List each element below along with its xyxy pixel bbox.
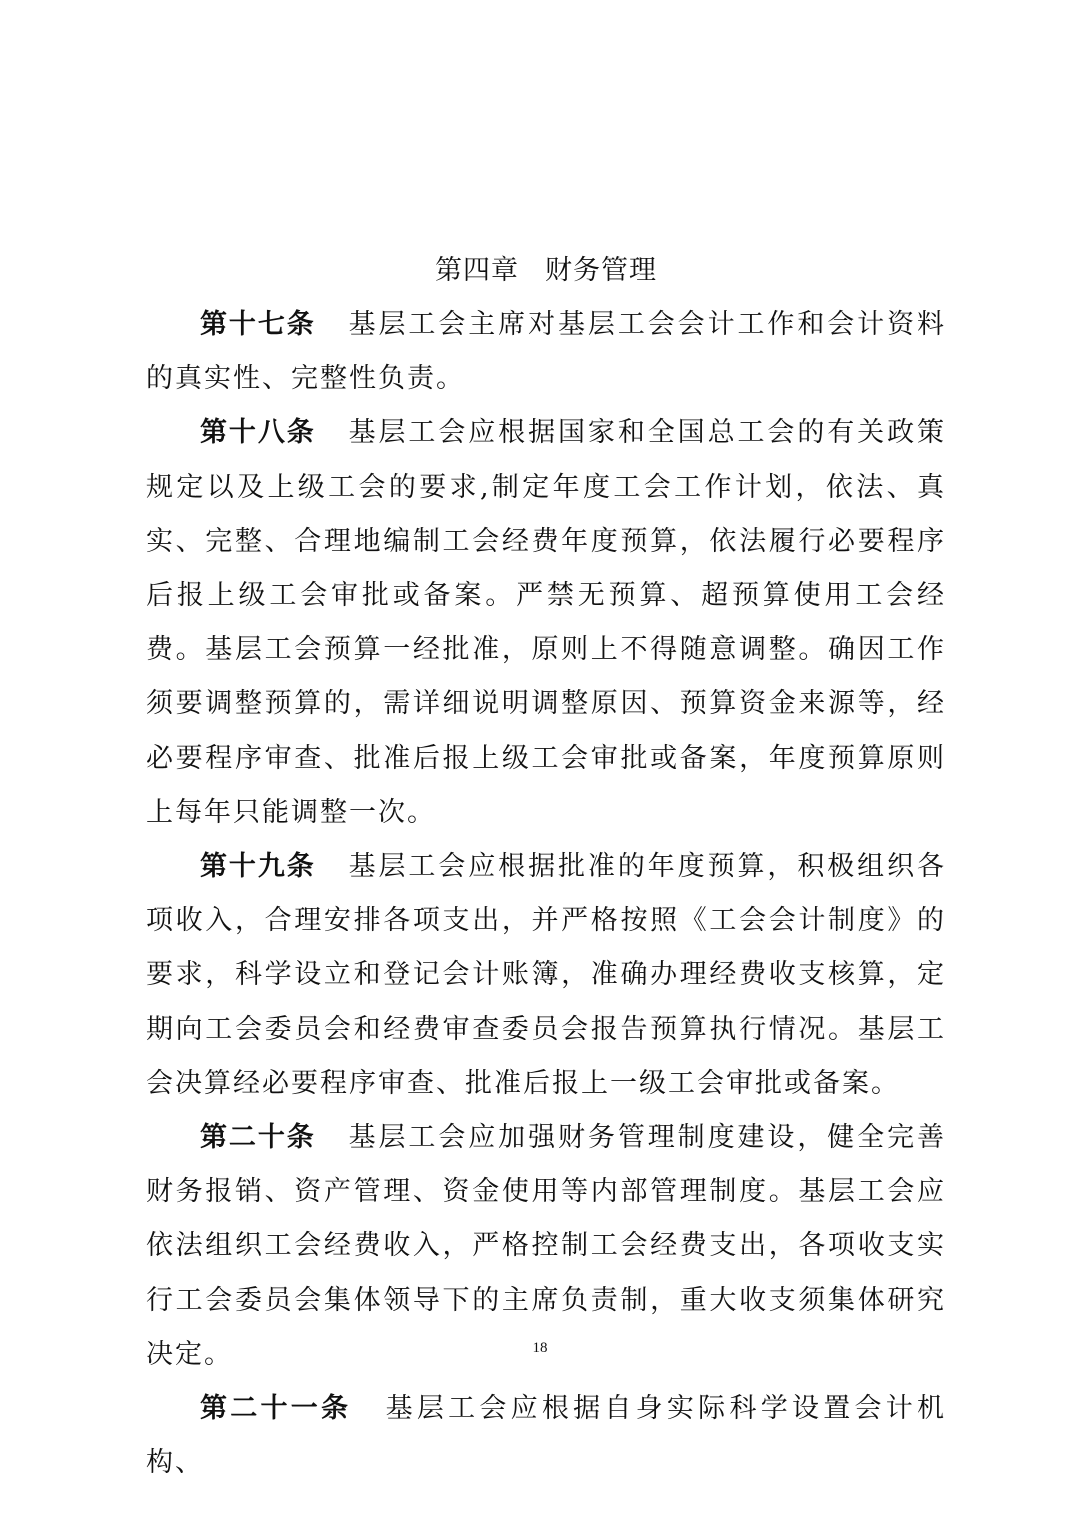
article-text: 基层工会应根据自身实际科学设置会计机构、 [146, 1393, 947, 1479]
chapter-title [146, 246, 946, 296]
chapter-name: 财务管理 [545, 255, 657, 286]
page-number: 18 [532, 1340, 548, 1356]
article-18 [146, 406, 946, 840]
article-number: 第十七条 [200, 309, 316, 340]
article-number: 第二十条 [200, 1122, 316, 1154]
article-text: 基层工会应根据批准的年度预算，积极组织各项收入，合理安排各项支出，并严格按照《工会会计制度》的要求，科学设立和登记会计账簿，准确办理经费收支核算，定期向工会委员会和经费审查委员会报告预算执行情况。基层工会决算经必要程序审查、批准后报上一级工会审批或备案。 [146, 851, 947, 1099]
article-number: 第十九条 [200, 851, 316, 883]
article-text: 基层工会主席对基层工会会计工作和会计资料的真实性、完整性负责。 [146, 309, 947, 395]
page-content [146, 246, 946, 1490]
article-text: 基层工会应根据国家和全国总工会的有关政策规定以及上级工会的要求,制定年度工会工作计划，依法、真实、完整、合理地编制工会经费年度预算，依法履行必要程序后报上级工会审批或备案。严禁无预算、超预算使用工会经费。基层工会预算一经批准，原则上不得随意调整。确因工作须要调整预算的，需详细说明调整原因、预算资金来源等，经必要程序审查、批准后报上级工会审批或备案，年度预算原则上每年只能调整一次。 [146, 417, 947, 828]
chapter-number: 第四章 [435, 255, 519, 286]
article-number: 第二十一条 [200, 1393, 352, 1425]
article-21 [146, 1382, 946, 1490]
article-number: 第十八条 [200, 417, 316, 449]
article-19 [146, 840, 946, 1111]
article-17 [146, 298, 946, 406]
article-text: 基层工会应加强财务管理制度建设，健全完善财务报销、资产管理、资金使用等内部管理制度。基层工会应依法组织工会经费收入，严格控制工会经费支出，各项收支实行工会委员会集体领导下的主席负责制，重大收支须集体研究决定。 [146, 1122, 947, 1370]
